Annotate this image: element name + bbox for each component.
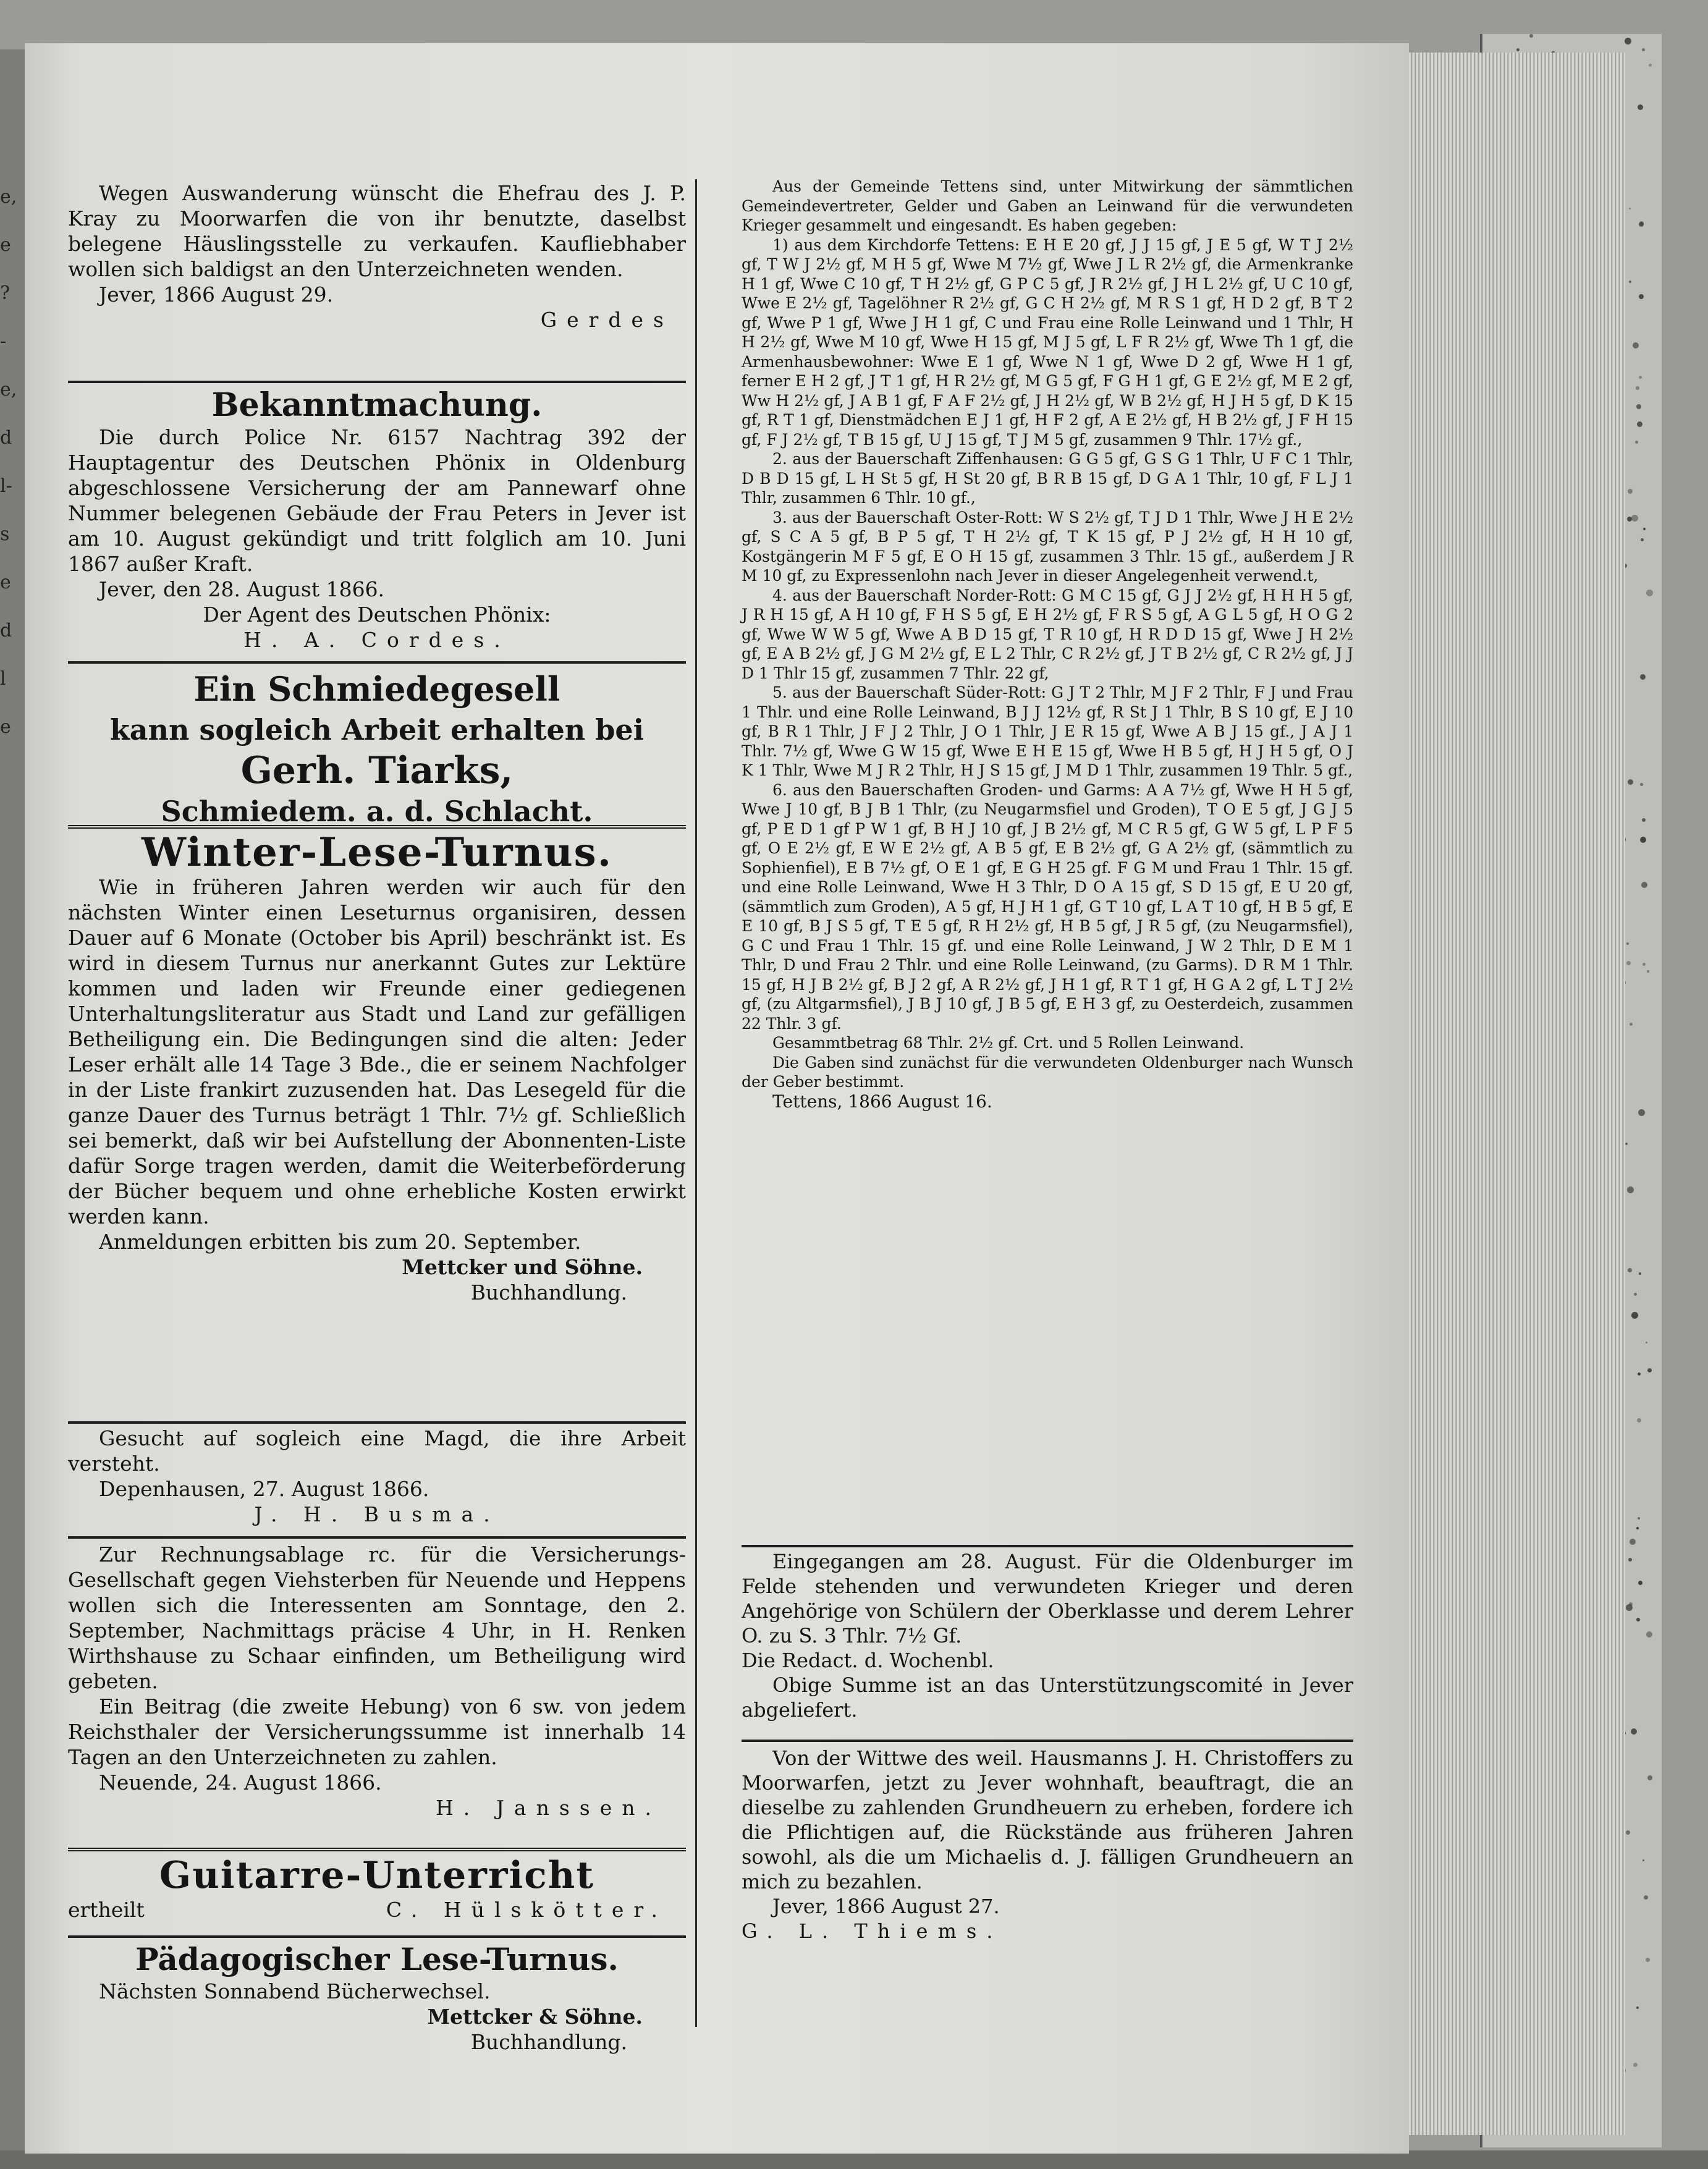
cover-speckle [1630,1539,1636,1545]
ad-headline: Ein Schmiedegesell [193,669,560,709]
collection-report [742,177,1353,1111]
report-part-1: 1) aus dem Kirchdorfe Tettens: E H E 20 gf, J J 15 gf, J E 5 gf, W T J 2½ gf, T W J 2½ gf, M H 5 gf, Wwe M 7½ gf, Wwe J L R 2½ gf, die Armenkranke H 1 gf, Wwe C 10 gf, T H 2½ gf, G P C 5 gf, J R 2½ gf, J H L 2½ gf, U C 10 gf, Wwe E 2½ gf, Tagelöhner R 2½ gf, G C H 2½ gf, M R S 1 gf, H D 2 gf, B T 2 gf, Wwe P 1 gf, Wwe J H 1 gf, C und Frau eine Rolle Leinwand und 1 Thlr, H H 2½ gf, Wwe M 10 gf, Wwe H 15 gf, M J 5 gf, L F R 2½ gf, Wwe Th 1 gf, die Armenhausbewohner: Wwe E 1 gf, Wwe N 1 gf, Wwe D 2 gf, Wwe H 1 gf, ferner E H 2 gf, J T 1 gf, H R 2½ gf, M G 5 gf, F G H 1 gf, G E 2½ gf, M E 2 gf, Ww H 2½ gf, J A B 1 gf, F A F 2½ gf, J H 2½ gf, W B 2½ gf, H J H 5 gf, D K 15 gf, R T 1 gf, Dienstmädchen E J 1 gf, H F 2 gf, A E 2½ gf, H B 2½ gf, J F H 15 gf, F J 2½ gf, T B 15 gf, U J 15 gf, T J M 5 gf, zusammen 9 Thlr. 17½ gf., [742,235,1353,449]
divider [68,381,686,383]
ad-text-2: Obige Summe ist an das Unterstützungscomité in Jever abgeliefert. [742,1673,1353,1722]
cover-speckle [1628,1558,1632,1562]
signature: J. H. Busma. [254,1502,500,1526]
cover-speckle [1638,104,1643,110]
cover-speckle [1635,441,1638,444]
ad-pre: ertheilt [68,1898,145,1922]
ad-text: Nächsten Sonnabend Bücherwechsel. [99,1979,491,2003]
cover-speckle [1643,528,1646,530]
cover-speckle [1636,1618,1640,1621]
divider [68,1848,686,1851]
ad-announcement [68,386,686,653]
cover-speckle [1634,1293,1637,1296]
ad-line: kann sogleich Arbeit erhalten bei [109,713,645,746]
previous-page-fragment: s [0,523,10,545]
cover-speckle [1646,1958,1650,1962]
cover-speckle [1638,1517,1640,1520]
divider [68,1935,686,1938]
ad-maid-wanted [68,1426,686,1527]
ad-text: Von der Wittwe des weil. Hausmanns J. H. Christoffers zu Moorwarfen, jetzt zu Jever wohnhaft, beauftragt, die an dieselbe zu zahlenden Grundheuern zu erheben, fordere ich die Pflichtigen auf, die Rückstände aus früheren Jahren sowohl, als die um Michaelis d. J. fälligen Grundheuern an mich zu bezahlen. [742,1746,1353,1893]
ad-emigration [68,180,686,332]
cover-speckle [1646,590,1653,596]
cover-speckle [1646,1631,1652,1638]
previous-page-fragment: e, [0,379,17,400]
cover-speckle [1631,1728,1637,1735]
cover-speckle [1642,1859,1644,1861]
place-date: Jever, 1866 August 27. [772,1895,1000,1918]
cover-speckle [1649,64,1652,67]
cover-speckle [1626,961,1631,965]
signature: H. Janssen. [435,1796,661,1820]
ad-text: Eingegangen am 28. August. Für die Oldenburger im Felde stehenden und verwundeten Krieger und deren Angehörige von Schülern der Oberklasse und derem Lehrer O. zu S. 3 Thlr. 7½ Gf. [742,1550,1353,1647]
signature: Gerdes [540,308,674,332]
cover-speckle [1642,48,1645,51]
cover-speckle [1637,1418,1641,1423]
ad-text: Wegen Auswanderung wünscht die Ehefrau des J. P. Kray zu Moorwarfen die von ihr benutzte, daselbst belegene Häuslingsstelle zu verkaufen. Kaufliebhaber wollen sich baldigst an den Unterzeichneten wenden. [68,181,686,281]
cover-speckle [1638,1581,1642,1585]
report-part-2: 2. aus der Bauerschaft Ziffenhausen: G G 5 gf, G S G 1 Thlr, U F C 1 Thlr, D B D 15 gf, L H St 5 gf, H St 20 gf, B R B 15 gf, D G A 1 Thlr, 10 gf, F L J 1 Thlr, zusammen 6 Thlr. 10 gf., [742,450,1353,507]
cover-speckle [1640,783,1643,786]
divider [742,1545,1353,1547]
cover-speckle [1628,779,1633,785]
cover-speckle [1529,34,1533,38]
ad-title: Bekanntmachung. [211,386,543,424]
divider [68,661,686,664]
cover-speckle [1516,48,1520,51]
cover-speckle [1633,2063,1638,2067]
cover-speckle [1639,376,1642,379]
cover-speckle [1641,882,1647,888]
agent-line: Der Agent des Deutschen Phönix: [203,602,551,627]
cover-speckle [1636,1527,1639,1529]
ad-winter-reading [68,831,686,1305]
previous-page-fragment: e [0,234,11,256]
cover-speckle [1641,538,1644,541]
signature: H. A. Cordes. [243,628,510,652]
report-note: Die Gaben sind zunächst für die verwundeten Oldenburger nach Wunsch der Geber bestimmt. [742,1053,1353,1091]
report-part-5: 5. aus der Bauerschaft Süder-Rott: G J T 2 Thlr, M J F 2 Thlr, F J und Frau 1 Thlr. und eine Rolle Leinwand, B J J 12½ gf, R St J 1 Thlr, B S 10 gf, E J 10 gf, B R 1 Thlr, J F J 2 Thlr, J O 1 Thlr, J E R 15 gf, Wwe A B J 15 gf., J A J 1 Thlr. 7½ gf, Wwe G W 15 gf, Wwe E H E 15 gf, Wwe H B 5 gf, H J H 5 gf, O J K 1 Thlr, Wwe M J R 2 Thlr, H J S 15 gf, J M D 1 Thlr, zusammen 19 Thlr. 5 gf., [742,683,1353,779]
signature: C. Hülskötter. [386,1898,667,1922]
report-part-4: 4. aus der Bauerschaft Norder-Rott: G M C 15 gf, G J J 2½ gf, H H H 5 gf, J R H 15 gf, A H 10 gf, F H S 5 gf, E H 2½ gf, F R S 5 gf, A G L 5 gf, H O G 2 gf, Wwe W W 5 gf, Wwe A B D 15 gf, T R 10 gf, H R D D 15 gf, Wwe J H 2½ gf, E A B 2½ gf, J G M 2½ gf, E L 2 Thlr, C R 2½ gf, J T B 2½ gf, C R 2½ gf, J J D 1 Thlr 15 gf, zusammen 7 Thlr. 22 gf, [742,586,1353,682]
cover-speckle [1631,515,1638,522]
cover-speckle [1636,2006,1639,2009]
ad-signature-line [68,1897,686,1922]
newspaper-page [25,43,1409,2154]
divider [68,1536,686,1539]
cover-speckle [1647,1775,1652,1780]
previous-page-fragment: ?- [0,282,11,352]
cover-speckle [1636,404,1641,409]
column-rule [695,179,697,2027]
divider [68,1421,686,1424]
signature: G. L. Thiems. [742,1919,1003,1943]
place-date: Neuende, 24. August 1866. [99,1770,382,1795]
cover-speckle [1638,1109,1645,1116]
cover-speckle [1637,421,1642,427]
report-intro: Aus der Gemeinde Tettens sind, unter Mitwirkung der sämmtlichen Gemeindevertreter, Gelder und Gaben an Leinwand für die verwundeten Krieger gesammelt und eingesandt. Es haben gegeben: [742,177,1353,234]
report-total: Gesammtbetrag 68 Thlr. 2½ gf. Crt. und 5 Rollen Leinwand. [772,1034,1245,1052]
signature: Die Redact. d. Wochenbl. [742,1649,994,1672]
previous-page-fragment: e, [0,186,17,208]
cover-speckle [1633,342,1639,349]
previous-page-fragment: l- [0,475,12,497]
cover-speckle [1642,963,1646,966]
ad-title: Winter-Lese-Turnus. [142,829,612,876]
ad-text: Wie in früheren Jahren werden wir auch für den nächsten Winter einen Leseturnus organisiren, dessen Dauer auf 6 Monate (October bis April) beschränkt ist. Es wird in diesem Turnus nur anerkannt Gutes zur Lektüre kommen und laden wir Freunde einer gediegenen Unterhaltungsliteratur aus Stadt und Land zur gefälligen Betheiligung ein. Die Bedingungen sind die alten: Jeder Leser erhält alle 14 Tage 3 Bde., die er seinem Nachfolger in der Liste frankirt zuzusenden hat. Das Lesegeld für die ganze Dauer des Turnus beträgt 1 Thlr. 7½ gf. Schließlich sei bemerkt, daß wir bei Aufstellung der Abonnenten-Liste dafür Sorge tragen werden, damit die Weiterbeförderung der Bücher bequem und ohne erhebliche Kosten erwirkt werden kann. [68,875,686,1228]
cover-speckle [1647,970,1649,973]
ground-rent-notice [742,1746,1353,1943]
previous-page-fragment: l [0,668,6,690]
donation-received [742,1549,1353,1722]
cover-speckle [1625,1143,1628,1145]
cover-speckle [1629,208,1631,209]
cover-speckle [1626,942,1629,945]
cover-speckle [1629,1602,1633,1606]
place-date: Jever, den 28. August 1866. [99,577,385,601]
place-date: Depenhausen, 27. August 1866. [99,1477,429,1501]
ad-employer-trade: Schmiedem. a. d. Schlacht. [161,795,593,828]
ad-blacksmith [68,669,686,832]
cover-speckle [1638,1372,1641,1376]
previous-page-fragment: d [0,620,12,641]
cover-speckle [1646,1342,1647,1343]
signature-sub: Buchhandlung. [470,1280,627,1304]
cover-speckle [1625,38,1631,44]
cover-speckle [1630,1023,1633,1026]
previous-page-text-fragments [0,173,17,751]
cover-speckle [1640,837,1646,843]
report-part-6: 6. aus den Bauerschaften Groden- und Garms: A A 7½ gf, Wwe H H 5 gf, Wwe J 10 gf, B J B 1 Thlr, (zu Neugarmsfiel und Groden), T O E 5 gf, J G J 5 gf, P E D 1 gf P W 1 gf, B H J 10 gf, J B 2½ gf, M C R 5 gf, G W 5 gf, L P F 5 gf, O E 2½ gf, E W E 2½ gf, A B 5 gf, E B 2½ gf, G A 2½ gf, (sämmtlich zu Sophienfiel), E B 7½ gf, O E 1 gf, E G H 25 gf. F G M und Frau 1 Thlr. 15 gf. und eine Rolle Leinwand, Wwe H 3 Thlr, D O A 15 gf, S D 15 gf, E U 20 gf, (sämmtlich zum Groden), A 5 gf, H J H 1 gf, G T 10 gf, L A T 10 gf, H B 5 gf, E E 10 gf, B J S 5 gf, T E 5 gf, R H 2½ gf, H B 5 gf, J R 5 gf, (zu Neugarmsfiel), G C und Frau 1 Thlr. 15 gf. und eine Rolle Leinwand, J W 2 Thlr, D E M 1 Thlr, D und Frau 2 Thlr. und eine Rolle Leinwand, (zu Garms). D R M 1 Thlr. 15 gf, H J B 2½ gf, B J 2 gf, A R 2½ gf, J H 1 gf, R T 1 gf, H G A 2 gf, L T J 2½ gf, (zu Altgarmsfiel), J B J 10 gf, J B 5 gf, E H 3 gf, zu Oesterdeich, zusammen 22 Thlr. 3 gf. [742,780,1353,1033]
ad-text: Gesucht auf sogleich eine Magd, die ihre Arbeit versteht. [68,1426,686,1476]
cover-speckle [1644,1895,1648,1900]
ad-pedagogical-reading [68,1940,686,2055]
previous-page-fragment: d [0,427,12,449]
signature-sub: Buchhandlung. [470,2030,627,2054]
cover-speckle [1639,222,1644,227]
ad-guitar-lessons [68,1854,686,1922]
signature: Mettcker & Söhne. [427,2005,643,2029]
place-date: Tettens, 1866 August 16. [772,1091,992,1112]
cover-speckle [1627,1186,1634,1193]
cover-speckle [1629,281,1631,283]
place-date: Jever, 1866 August 29. [99,282,334,307]
cover-speckle [1639,1272,1641,1275]
ad-title: Guitarre-Unterricht [159,1854,595,1897]
cover-speckle [1639,294,1644,299]
cover-speckle [1636,386,1639,390]
cover-speckle [1628,489,1633,494]
divider [742,1740,1353,1742]
ad-text: Die durch Police Nr. 6157 Nachtrag 392 der Hauptagentur des Deutschen Phönix in Oldenburg abgeschlossene Versicherung der am Pannewarf ohne Nummer belegenen Gebäude der Frau Peters in Jever ist am 10. August gekündigt und tritt folglich am 10. Juni 1867 außer Kraft. [68,425,686,576]
page-edges [1409,53,1625,2135]
ad-employer: Gerh. Tiarks, [240,749,514,792]
ad-text-2: Ein Beitrag (die zweite Hebung) von 6 sw. von jedem Reichsthaler der Versicherungssumme ist innerhalb 14 Tagen an den Unterzeichneten zu zahlen. [68,1694,686,1769]
divider [68,825,686,829]
cover-speckle [1647,1368,1652,1372]
ad-livestock-insurance [68,1542,686,1820]
previous-page-fragment: e [0,572,11,593]
ad-title: Pädagogischer Lese-Turnus. [135,1941,619,1977]
cover-speckle [1640,674,1646,680]
cover-speckle [1626,1830,1630,1835]
report-part-3: 3. aus der Bauerschaft Oster-Rott: W S 2½ gf, T J D 1 Thlr, Wwe J H E 2½ gf, S C A 5 gf, B P 5 gf, T H 2½ gf, T K 15 gf, P J 2½ gf, H H 10 gf, Kostgängerin M F 5 gf, E O H 15 gf, zusammen 3 Thlr. 15 gf., außerdem J R M 10 gf, zu Expressenlohn nach Jever in dieser Angelegenheit verwend.t, [742,508,1353,585]
signature: Mettcker und Söhne. [402,1255,643,1279]
cover-speckle [1642,818,1646,822]
previous-page-fragment: e [0,716,11,738]
cover-speckle [1631,1312,1638,1319]
cover-speckle [1628,1268,1632,1272]
ad-note: Anmeldungen erbitten bis zum 20. September. [99,1230,581,1254]
ad-text: Zur Rechnungsablage rc. für die Versicherungs-Gesellschaft gegen Viehsterben für Neuende und Heppens wollen sich die Interessenten am Sonntage, den 2. September, Nachmittags präcise 4 Uhr, in H. Renken Wirthshause zu Schaar einfinden, um Betheiligung wird gebeten. [68,1542,686,1693]
